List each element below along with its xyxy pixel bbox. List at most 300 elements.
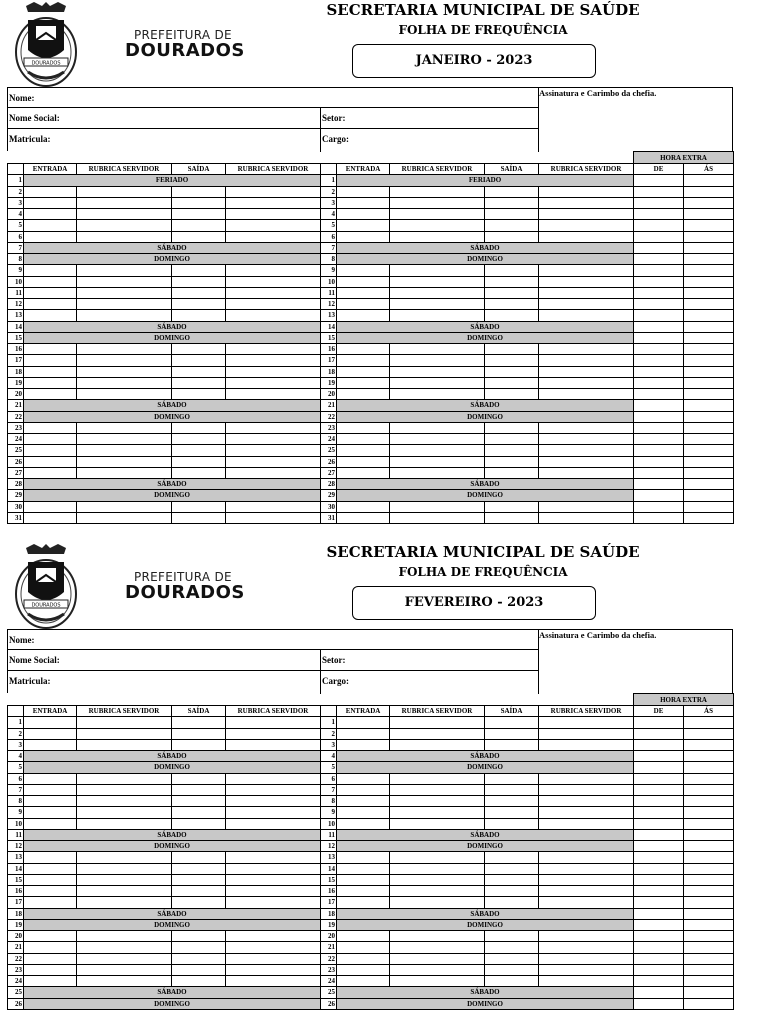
rubrica-cell[interactable] — [539, 434, 634, 445]
extra-as-cell[interactable] — [684, 953, 734, 964]
rubrica-cell[interactable] — [77, 220, 172, 231]
entrada-cell[interactable] — [337, 366, 390, 377]
saida-cell[interactable] — [172, 467, 226, 478]
rubrica-cell[interactable] — [226, 739, 321, 750]
extra-as-cell[interactable] — [684, 501, 734, 512]
entrada-cell[interactable] — [24, 299, 77, 310]
entrada-cell[interactable] — [337, 942, 390, 953]
extra-de-cell[interactable] — [634, 355, 684, 366]
saida-cell[interactable] — [485, 976, 539, 987]
extra-as-cell[interactable] — [684, 829, 734, 840]
extra-de-cell[interactable] — [634, 964, 684, 975]
extra-as-cell[interactable] — [684, 366, 734, 377]
extra-de-cell[interactable] — [634, 344, 684, 355]
extra-as-cell[interactable] — [684, 389, 734, 400]
rubrica-cell[interactable] — [539, 852, 634, 863]
entrada-cell[interactable] — [24, 874, 77, 885]
rubrica-cell[interactable] — [226, 501, 321, 512]
rubrica-cell[interactable] — [226, 186, 321, 197]
entrada-cell[interactable] — [337, 287, 390, 298]
saida-cell[interactable] — [485, 366, 539, 377]
entrada-cell[interactable] — [24, 852, 77, 863]
extra-de-cell[interactable] — [634, 287, 684, 298]
rubrica-cell[interactable] — [226, 456, 321, 467]
entrada-cell[interactable] — [337, 852, 390, 863]
rubrica-cell[interactable] — [539, 739, 634, 750]
saida-cell[interactable] — [172, 265, 226, 276]
entrada-cell[interactable] — [337, 964, 390, 975]
rubrica-cell[interactable] — [226, 355, 321, 366]
rubrica-cell[interactable] — [77, 366, 172, 377]
extra-de-cell[interactable] — [634, 422, 684, 433]
rubrica-cell[interactable] — [77, 434, 172, 445]
rubrica-cell[interactable] — [390, 953, 485, 964]
saida-cell[interactable] — [172, 422, 226, 433]
rubrica-cell[interactable] — [539, 796, 634, 807]
extra-de-cell[interactable] — [634, 321, 684, 332]
rubrica-cell[interactable] — [77, 863, 172, 874]
entrada-cell[interactable] — [337, 310, 390, 321]
extra-as-cell[interactable] — [684, 310, 734, 321]
saida-cell[interactable] — [172, 964, 226, 975]
rubrica-cell[interactable] — [77, 299, 172, 310]
saida-cell[interactable] — [485, 773, 539, 784]
rubrica-cell[interactable] — [390, 807, 485, 818]
entrada-cell[interactable] — [337, 276, 390, 287]
entrada-cell[interactable] — [337, 976, 390, 987]
extra-as-cell[interactable] — [684, 242, 734, 253]
saida-cell[interactable] — [485, 209, 539, 220]
rubrica-cell[interactable] — [77, 456, 172, 467]
saida-cell[interactable] — [172, 434, 226, 445]
rubrica-cell[interactable] — [539, 310, 634, 321]
rubrica-cell[interactable] — [539, 874, 634, 885]
extra-as-cell[interactable] — [684, 998, 734, 1009]
extra-as-cell[interactable] — [684, 411, 734, 422]
entrada-cell[interactable] — [337, 874, 390, 885]
entrada-cell[interactable] — [24, 355, 77, 366]
extra-de-cell[interactable] — [634, 784, 684, 795]
saida-cell[interactable] — [485, 434, 539, 445]
entrada-cell[interactable] — [24, 344, 77, 355]
extra-de-cell[interactable] — [634, 490, 684, 501]
saida-cell[interactable] — [172, 186, 226, 197]
rubrica-cell[interactable] — [390, 456, 485, 467]
saida-cell[interactable] — [485, 931, 539, 942]
rubrica-cell[interactable] — [390, 186, 485, 197]
extra-de-cell[interactable] — [634, 987, 684, 998]
saida-cell[interactable] — [485, 739, 539, 750]
saida-cell[interactable] — [172, 784, 226, 795]
rubrica-cell[interactable] — [390, 773, 485, 784]
rubrica-cell[interactable] — [226, 197, 321, 208]
saida-cell[interactable] — [485, 512, 539, 523]
entrada-cell[interactable] — [24, 377, 77, 388]
extra-as-cell[interactable] — [684, 886, 734, 897]
saida-cell[interactable] — [485, 276, 539, 287]
extra-de-cell[interactable] — [634, 175, 684, 186]
rubrica-cell[interactable] — [390, 310, 485, 321]
extra-de-cell[interactable] — [634, 501, 684, 512]
rubrica-cell[interactable] — [539, 355, 634, 366]
saida-cell[interactable] — [485, 265, 539, 276]
extra-de-cell[interactable] — [634, 299, 684, 310]
extra-de-cell[interactable] — [634, 231, 684, 242]
extra-as-cell[interactable] — [684, 422, 734, 433]
rubrica-cell[interactable] — [539, 377, 634, 388]
rubrica-cell[interactable] — [390, 717, 485, 728]
entrada-cell[interactable] — [337, 231, 390, 242]
entrada-cell[interactable] — [337, 728, 390, 739]
extra-de-cell[interactable] — [634, 897, 684, 908]
entrada-cell[interactable] — [24, 265, 77, 276]
rubrica-cell[interactable] — [390, 377, 485, 388]
extra-de-cell[interactable] — [634, 931, 684, 942]
extra-as-cell[interactable] — [684, 942, 734, 953]
extra-de-cell[interactable] — [634, 197, 684, 208]
entrada-cell[interactable] — [24, 445, 77, 456]
extra-de-cell[interactable] — [634, 976, 684, 987]
saida-cell[interactable] — [485, 728, 539, 739]
extra-as-cell[interactable] — [684, 434, 734, 445]
rubrica-cell[interactable] — [77, 389, 172, 400]
saida-cell[interactable] — [172, 344, 226, 355]
rubrica-cell[interactable] — [539, 784, 634, 795]
entrada-cell[interactable] — [24, 784, 77, 795]
rubrica-cell[interactable] — [390, 389, 485, 400]
saida-cell[interactable] — [172, 220, 226, 231]
extra-as-cell[interactable] — [684, 456, 734, 467]
saida-cell[interactable] — [172, 310, 226, 321]
rubrica-cell[interactable] — [226, 422, 321, 433]
entrada-cell[interactable] — [24, 512, 77, 523]
rubrica-cell[interactable] — [77, 310, 172, 321]
saida-cell[interactable] — [172, 897, 226, 908]
saida-cell[interactable] — [485, 197, 539, 208]
rubrica-cell[interactable] — [226, 512, 321, 523]
extra-as-cell[interactable] — [684, 773, 734, 784]
rubrica-cell[interactable] — [226, 467, 321, 478]
saida-cell[interactable] — [485, 942, 539, 953]
rubrica-cell[interactable] — [390, 220, 485, 231]
rubrica-cell[interactable] — [390, 942, 485, 953]
rubrica-cell[interactable] — [226, 231, 321, 242]
extra-as-cell[interactable] — [684, 220, 734, 231]
saida-cell[interactable] — [485, 863, 539, 874]
rubrica-cell[interactable] — [390, 852, 485, 863]
extra-as-cell[interactable] — [684, 784, 734, 795]
entrada-cell[interactable] — [24, 818, 77, 829]
rubrica-cell[interactable] — [539, 276, 634, 287]
extra-as-cell[interactable] — [684, 467, 734, 478]
rubrica-cell[interactable] — [539, 886, 634, 897]
rubrica-cell[interactable] — [77, 931, 172, 942]
rubrica-cell[interactable] — [390, 796, 485, 807]
entrada-cell[interactable] — [337, 456, 390, 467]
saida-cell[interactable] — [172, 445, 226, 456]
rubrica-cell[interactable] — [226, 807, 321, 818]
saida-cell[interactable] — [485, 310, 539, 321]
extra-as-cell[interactable] — [684, 209, 734, 220]
entrada-cell[interactable] — [24, 773, 77, 784]
rubrica-cell[interactable] — [539, 220, 634, 231]
rubrica-cell[interactable] — [390, 874, 485, 885]
entrada-cell[interactable] — [24, 886, 77, 897]
rubrica-cell[interactable] — [77, 796, 172, 807]
saida-cell[interactable] — [172, 209, 226, 220]
saida-cell[interactable] — [172, 197, 226, 208]
entrada-cell[interactable] — [337, 953, 390, 964]
saida-cell[interactable] — [485, 456, 539, 467]
rubrica-cell[interactable] — [77, 818, 172, 829]
rubrica-cell[interactable] — [226, 784, 321, 795]
rubrica-cell[interactable] — [77, 197, 172, 208]
entrada-cell[interactable] — [337, 265, 390, 276]
rubrica-cell[interactable] — [226, 897, 321, 908]
extra-as-cell[interactable] — [684, 344, 734, 355]
saida-cell[interactable] — [172, 739, 226, 750]
rubrica-cell[interactable] — [390, 467, 485, 478]
rubrica-cell[interactable] — [77, 874, 172, 885]
saida-cell[interactable] — [485, 818, 539, 829]
saida-cell[interactable] — [485, 299, 539, 310]
saida-cell[interactable] — [485, 220, 539, 231]
rubrica-cell[interactable] — [390, 287, 485, 298]
entrada-cell[interactable] — [24, 422, 77, 433]
extra-as-cell[interactable] — [684, 874, 734, 885]
rubrica-cell[interactable] — [539, 299, 634, 310]
saida-cell[interactable] — [172, 796, 226, 807]
saida-cell[interactable] — [485, 953, 539, 964]
extra-de-cell[interactable] — [634, 220, 684, 231]
saida-cell[interactable] — [172, 231, 226, 242]
rubrica-cell[interactable] — [390, 366, 485, 377]
saida-cell[interactable] — [172, 863, 226, 874]
extra-as-cell[interactable] — [684, 265, 734, 276]
rubrica-cell[interactable] — [539, 773, 634, 784]
rubrica-cell[interactable] — [77, 287, 172, 298]
saida-cell[interactable] — [485, 717, 539, 728]
rubrica-cell[interactable] — [226, 366, 321, 377]
rubrica-cell[interactable] — [77, 886, 172, 897]
rubrica-cell[interactable] — [390, 863, 485, 874]
saida-cell[interactable] — [172, 874, 226, 885]
extra-as-cell[interactable] — [684, 976, 734, 987]
entrada-cell[interactable] — [337, 186, 390, 197]
rubrica-cell[interactable] — [539, 512, 634, 523]
saida-cell[interactable] — [172, 953, 226, 964]
saida-cell[interactable] — [172, 456, 226, 467]
rubrica-cell[interactable] — [226, 389, 321, 400]
saida-cell[interactable] — [485, 231, 539, 242]
rubrica-cell[interactable] — [77, 355, 172, 366]
extra-de-cell[interactable] — [634, 717, 684, 728]
extra-as-cell[interactable] — [684, 964, 734, 975]
extra-as-cell[interactable] — [684, 175, 734, 186]
saida-cell[interactable] — [485, 897, 539, 908]
entrada-cell[interactable] — [337, 739, 390, 750]
saida-cell[interactable] — [485, 964, 539, 975]
entrada-cell[interactable] — [24, 964, 77, 975]
rubrica-cell[interactable] — [77, 784, 172, 795]
extra-de-cell[interactable] — [634, 400, 684, 411]
rubrica-cell[interactable] — [77, 728, 172, 739]
extra-de-cell[interactable] — [634, 332, 684, 343]
rubrica-cell[interactable] — [226, 964, 321, 975]
rubrica-cell[interactable] — [539, 807, 634, 818]
extra-de-cell[interactable] — [634, 874, 684, 885]
extra-de-cell[interactable] — [634, 762, 684, 773]
rubrica-cell[interactable] — [539, 265, 634, 276]
entrada-cell[interactable] — [337, 197, 390, 208]
rubrica-cell[interactable] — [77, 377, 172, 388]
extra-as-cell[interactable] — [684, 762, 734, 773]
entrada-cell[interactable] — [24, 434, 77, 445]
rubrica-cell[interactable] — [539, 976, 634, 987]
saida-cell[interactable] — [485, 874, 539, 885]
extra-de-cell[interactable] — [634, 841, 684, 852]
rubrica-cell[interactable] — [77, 942, 172, 953]
rubrica-cell[interactable] — [390, 265, 485, 276]
rubrica-cell[interactable] — [390, 209, 485, 220]
rubrica-cell[interactable] — [539, 445, 634, 456]
rubrica-cell[interactable] — [226, 377, 321, 388]
rubrica-cell[interactable] — [390, 784, 485, 795]
extra-de-cell[interactable] — [634, 852, 684, 863]
extra-de-cell[interactable] — [634, 796, 684, 807]
rubrica-cell[interactable] — [226, 434, 321, 445]
extra-as-cell[interactable] — [684, 321, 734, 332]
rubrica-cell[interactable] — [539, 422, 634, 433]
extra-as-cell[interactable] — [684, 197, 734, 208]
extra-as-cell[interactable] — [684, 931, 734, 942]
extra-as-cell[interactable] — [684, 377, 734, 388]
saida-cell[interactable] — [172, 377, 226, 388]
extra-de-cell[interactable] — [634, 209, 684, 220]
rubrica-cell[interactable] — [226, 717, 321, 728]
rubrica-cell[interactable] — [77, 344, 172, 355]
rubrica-cell[interactable] — [390, 886, 485, 897]
extra-as-cell[interactable] — [684, 796, 734, 807]
extra-as-cell[interactable] — [684, 332, 734, 343]
extra-de-cell[interactable] — [634, 479, 684, 490]
rubrica-cell[interactable] — [226, 773, 321, 784]
extra-de-cell[interactable] — [634, 377, 684, 388]
rubrica-cell[interactable] — [539, 366, 634, 377]
saida-cell[interactable] — [485, 852, 539, 863]
entrada-cell[interactable] — [24, 197, 77, 208]
rubrica-cell[interactable] — [390, 739, 485, 750]
rubrica-cell[interactable] — [226, 276, 321, 287]
rubrica-cell[interactable] — [77, 422, 172, 433]
entrada-cell[interactable] — [24, 389, 77, 400]
saida-cell[interactable] — [485, 796, 539, 807]
rubrica-cell[interactable] — [226, 220, 321, 231]
saida-cell[interactable] — [172, 807, 226, 818]
extra-as-cell[interactable] — [684, 299, 734, 310]
rubrica-cell[interactable] — [390, 501, 485, 512]
saida-cell[interactable] — [172, 512, 226, 523]
extra-as-cell[interactable] — [684, 276, 734, 287]
entrada-cell[interactable] — [337, 773, 390, 784]
rubrica-cell[interactable] — [539, 931, 634, 942]
rubrica-cell[interactable] — [77, 773, 172, 784]
saida-cell[interactable] — [485, 807, 539, 818]
extra-as-cell[interactable] — [684, 355, 734, 366]
rubrica-cell[interactable] — [539, 231, 634, 242]
saida-cell[interactable] — [172, 501, 226, 512]
extra-as-cell[interactable] — [684, 490, 734, 501]
extra-de-cell[interactable] — [634, 953, 684, 964]
extra-de-cell[interactable] — [634, 366, 684, 377]
saida-cell[interactable] — [485, 389, 539, 400]
extra-as-cell[interactable] — [684, 512, 734, 523]
entrada-cell[interactable] — [24, 220, 77, 231]
extra-de-cell[interactable] — [634, 818, 684, 829]
entrada-cell[interactable] — [337, 344, 390, 355]
entrada-cell[interactable] — [337, 434, 390, 445]
saida-cell[interactable] — [485, 501, 539, 512]
rubrica-cell[interactable] — [539, 863, 634, 874]
extra-de-cell[interactable] — [634, 276, 684, 287]
rubrica-cell[interactable] — [77, 852, 172, 863]
rubrica-cell[interactable] — [390, 897, 485, 908]
entrada-cell[interactable] — [337, 784, 390, 795]
rubrica-cell[interactable] — [226, 874, 321, 885]
rubrica-cell[interactable] — [226, 287, 321, 298]
extra-as-cell[interactable] — [684, 841, 734, 852]
rubrica-cell[interactable] — [539, 456, 634, 467]
saida-cell[interactable] — [485, 422, 539, 433]
extra-as-cell[interactable] — [684, 728, 734, 739]
rubrica-cell[interactable] — [390, 231, 485, 242]
extra-de-cell[interactable] — [634, 456, 684, 467]
rubrica-cell[interactable] — [539, 501, 634, 512]
extra-as-cell[interactable] — [684, 897, 734, 908]
entrada-cell[interactable] — [337, 807, 390, 818]
saida-cell[interactable] — [172, 717, 226, 728]
rubrica-cell[interactable] — [77, 739, 172, 750]
rubrica-cell[interactable] — [226, 863, 321, 874]
rubrica-cell[interactable] — [226, 265, 321, 276]
rubrica-cell[interactable] — [539, 953, 634, 964]
entrada-cell[interactable] — [337, 931, 390, 942]
rubrica-cell[interactable] — [77, 186, 172, 197]
saida-cell[interactable] — [172, 773, 226, 784]
saida-cell[interactable] — [485, 287, 539, 298]
rubrica-cell[interactable] — [539, 818, 634, 829]
entrada-cell[interactable] — [337, 818, 390, 829]
rubrica-cell[interactable] — [390, 964, 485, 975]
extra-as-cell[interactable] — [684, 479, 734, 490]
extra-de-cell[interactable] — [634, 751, 684, 762]
rubrica-cell[interactable] — [77, 501, 172, 512]
entrada-cell[interactable] — [24, 728, 77, 739]
rubrica-cell[interactable] — [390, 976, 485, 987]
rubrica-cell[interactable] — [539, 897, 634, 908]
entrada-cell[interactable] — [24, 796, 77, 807]
rubrica-cell[interactable] — [390, 818, 485, 829]
rubrica-cell[interactable] — [226, 310, 321, 321]
entrada-cell[interactable] — [24, 897, 77, 908]
extra-de-cell[interactable] — [634, 389, 684, 400]
entrada-cell[interactable] — [24, 276, 77, 287]
rubrica-cell[interactable] — [390, 512, 485, 523]
saida-cell[interactable] — [172, 942, 226, 953]
rubrica-cell[interactable] — [226, 818, 321, 829]
extra-de-cell[interactable] — [634, 242, 684, 253]
saida-cell[interactable] — [172, 886, 226, 897]
